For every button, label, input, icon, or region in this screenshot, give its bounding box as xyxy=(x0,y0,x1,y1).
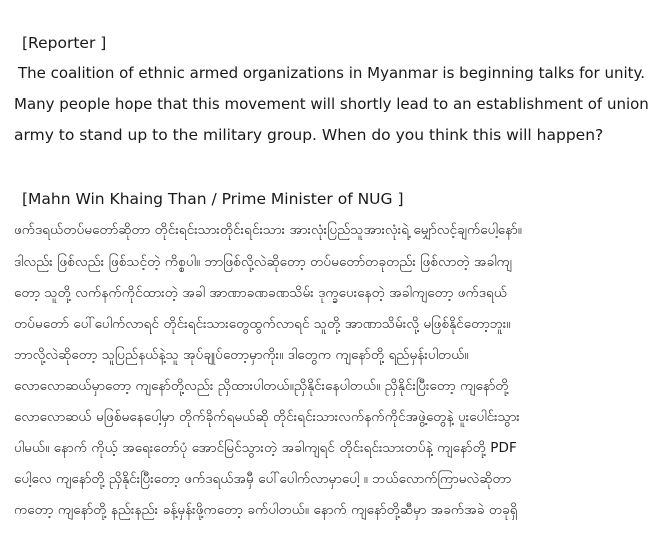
answer-line-2: ဒါလည်း ဖြစ်လည်း ဖြစ်သင့်တဲ့ ကိစ္စပါ။ ဘာဖြစ်လို့လဲဆိုတော့ တပ်မတော်တခုတည်း ဖြစ်လာတဲ့ အခါကျ xyxy=(14,254,512,270)
answer-line-5: ဘာလို့လဲဆိုတော့ သူပြည်နယ်နဲ့သူ အုပ်ချုပ်တော့မှာကိုး။ ဒါတွေက ကျနော်တို့ ရည်မှန်းပါတယ်။ xyxy=(14,347,469,363)
answer-line-1: ဖက်ဒရယ်တပ်မတော်ဆိုတာ တိုင်းရင်းသားတိုင်းရင်းသား အားလုံးပြည်သူအားလုံးရဲ့ မျှော်လင့်ချက်ပေါ့နော်။ xyxy=(14,222,522,238)
answer-line-8: ပါမယ်။ နောက် ကိုယ့် အရေးတော်ပုံ အောင်မြင်သွားတဲ့ အခါကျရင် တိုင်းရင်းသားတပ်နဲ့ ကျနော်တို့ PDF xyxy=(14,440,517,456)
reporter-question-line-2: Many people hope that this movement will shortly lead to an establishment of union xyxy=(14,95,649,113)
reporter-label: [Reporter ] xyxy=(22,34,107,52)
answer-label: [Mahn Win Khaing Than / Prime Minister of NUG ] xyxy=(22,190,404,208)
answer-line-10: ကတော့ ကျနော်တို့ နည်းနည်း ခန့်မှန်းဖို့ကတော့ ခက်ပါတယ်။ နောက် ကျနော်တို့ဆီမှာ အခက်အခဲ တခုရှိ xyxy=(14,502,518,518)
answer-line-9: ပေါ့လေ ကျနော်တို့ ညှိနိုင်းပြီးတော့ ဖက်ဒရယ်အမှီ ပေါ်ပေါက်လာမှာပေါ့ ။ ဘယ်လောက်ကြာမလဲဆိုတာ xyxy=(14,471,512,487)
reporter-question-line-3: army to stand up to the military group. When do you think this will happen? xyxy=(14,126,604,144)
reporter-question-line-1: The coalition of ethnic armed organizations in Myanmar is beginning talks for unity. xyxy=(18,64,646,82)
answer-line-6: လောလောဆယ်မှာတော့ ကျနော်တို့လည်း ညှိထားပါတယ်။ညှိနိုင်းနေပါတယ်။ ညှိနိုင်းပြီးတော့ ကျနော်တို့ xyxy=(14,378,509,394)
answer-line-3: တော့ သူတို့ လက်နက်ကိုင်ထားတဲ့ အခါ အာဏာခဏခဏသိမ်း ဒုက္ခပေးနေတဲ့ အခါကျတော့ ဖက်ဒရယ် xyxy=(14,285,508,301)
answer-line-7: လောလောဆယ် မဖြစ်မနေပေါ့မှာ တိုက်ခိုက်ရမယ်ဆို တိုင်းရင်းသားလက်နက်ကိုင်အဖွဲ့တွေနဲ့ ပူးပေါင်းသွား xyxy=(14,409,520,425)
answer-line-4: တပ်မတော် ပေါ်ပေါက်လာရင် တိုင်းရင်းသားတွေထွက်လာရင် သူတို့ အာဏာသိမ်းလို့ မဖြစ်နိုင်တော့ဘူး။ xyxy=(14,316,511,332)
